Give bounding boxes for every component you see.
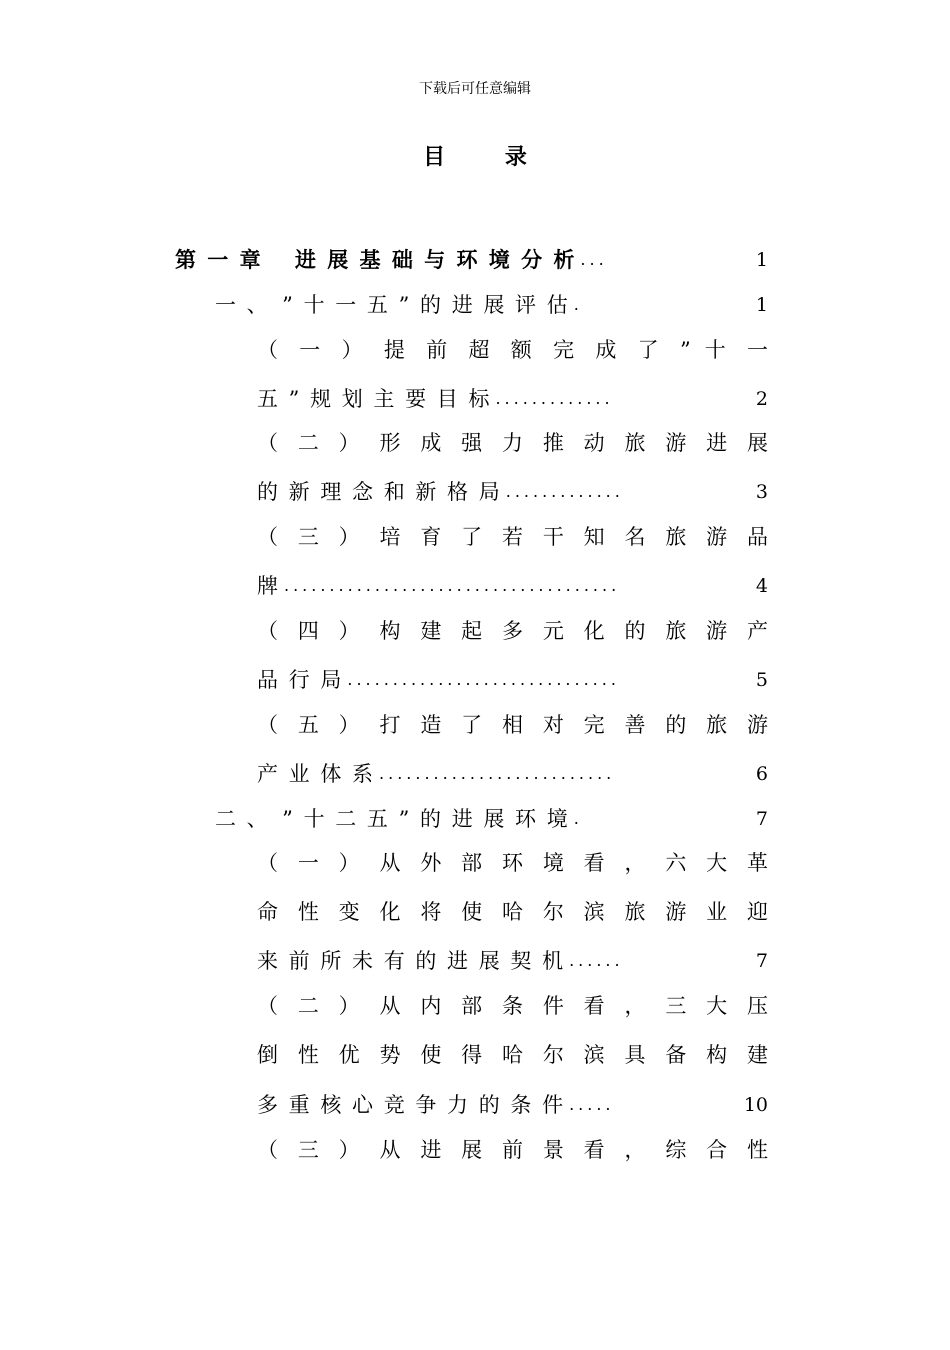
toc-entry[interactable]: [257, 946, 768, 976]
toc-entry[interactable]: [257, 477, 768, 507]
toc-entry-page-number: 7: [755, 950, 768, 972]
toc-entry[interactable]: [257, 848, 768, 878]
toc-entry[interactable]: [257, 665, 768, 695]
toc-entry-leader-dots: .: [573, 809, 583, 828]
toc-entry-text: （ 二 ） 形 成 强 力 推 动 旅 游 进 展: [257, 431, 768, 455]
toc-entry-text: 的 新 理 念 和 新 格 局: [257, 480, 502, 504]
toc-entry-text: 来 前 所 未 有 的 进 展 契 机: [257, 949, 566, 973]
toc-entry-page-number: 4: [755, 575, 768, 597]
toc-entry-text: 一 、 ” 十 一 五 ” 的 进 展 评 估: [215, 293, 570, 317]
toc-entry-text: （ 三 ） 培 育 了 若 干 知 名 旅 游 品: [257, 525, 768, 549]
toc-entry-text: （ 一 ） 提 前 超 额 完 成 了 ” 十 一: [257, 338, 768, 362]
toc-entry[interactable]: [257, 384, 768, 414]
toc-entry[interactable]: [257, 897, 768, 927]
toc-entry-text: 二 、 ” 十 二 五 ” 的 进 展 环 境: [215, 807, 570, 831]
toc-entry-leader-dots: .: [573, 295, 583, 314]
toc-entry-leader-dots: .............: [505, 482, 624, 501]
toc-entry-text: （ 四 ） 构 建 起 多 元 化 的 旅 游 产: [257, 619, 768, 643]
toc-entry[interactable]: [257, 428, 768, 458]
toc-entry-text: 多 重 核 心 竞 争 力 的 条 件: [257, 1093, 566, 1117]
toc-entry-page-number: 5: [755, 669, 768, 691]
toc-entry-page-number: 10: [743, 1094, 768, 1116]
toc-entry-page-number: 3: [755, 481, 768, 503]
toc-entry[interactable]: [257, 710, 768, 740]
toc-entry-text: 产 业 体 系: [257, 762, 376, 786]
toc-entry[interactable]: [257, 616, 768, 646]
toc-entry-leader-dots: .....: [569, 1095, 615, 1114]
toc-entry-leader-dots: ..........................: [379, 764, 616, 783]
toc-entry-leader-dots: ......: [569, 951, 624, 970]
toc-entry-text: 牌: [257, 574, 280, 598]
toc-entry[interactable]: [215, 290, 768, 320]
toc-entry[interactable]: [257, 1135, 768, 1165]
toc-entry[interactable]: [215, 804, 768, 834]
toc-title-char-1: 目: [423, 144, 446, 170]
toc-entry-page-number: 6: [755, 763, 768, 785]
toc-entry-leader-dots: .....................................: [284, 576, 621, 595]
toc-entry-page-number: 1: [755, 249, 768, 271]
toc-entry-leader-dots: .............: [495, 389, 614, 408]
toc-entry[interactable]: [257, 1040, 768, 1070]
toc-entry-text: （ 五 ） 打 造 了 相 对 完 善 的 旅 游: [257, 713, 768, 737]
toc-entry-page-number: 7: [755, 808, 768, 830]
toc-entry-text: 品 行 局: [257, 668, 344, 692]
toc-entry-text: （ 一 ） 从 外 部 环 境 看 ， 六 大 革: [257, 851, 768, 875]
toc-entry-page-number: 1: [755, 294, 768, 316]
toc-entry-leader-dots: ..............................: [347, 670, 620, 689]
page-header-note: 下载后可任意编辑: [419, 81, 531, 97]
toc-entry-text: （ 三 ） 从 进 展 前 景 看 ， 综 合 性: [257, 1138, 768, 1162]
toc-entry-page-number: 2: [755, 388, 768, 410]
toc-entry[interactable]: [257, 759, 768, 789]
toc-entry[interactable]: [257, 522, 768, 552]
toc-entry[interactable]: [175, 245, 768, 275]
toc-entry-text: 五 ” 规 划 主 要 目 标: [257, 387, 492, 411]
toc-entry[interactable]: [257, 1090, 768, 1120]
toc-title: [0, 140, 950, 171]
toc-entry-text: 第 一 章 进 展 基 础 与 环 境 分 析: [175, 247, 577, 272]
toc-entry[interactable]: [257, 991, 768, 1021]
toc-entry-leader-dots: ...: [580, 250, 608, 269]
toc-entry-text: （ 二 ） 从 内 部 条 件 看 ， 三 大 压: [257, 994, 768, 1018]
toc-title-char-2: 录: [504, 144, 527, 170]
toc-entry[interactable]: [257, 335, 768, 365]
toc-entry[interactable]: [257, 571, 768, 601]
toc-entry-text: 命 性 变 化 将 使 哈 尔 滨 旅 游 业 迎: [257, 900, 768, 924]
toc-entry-text: 倒 性 优 势 使 得 哈 尔 滨 具 备 构 建: [257, 1043, 768, 1067]
